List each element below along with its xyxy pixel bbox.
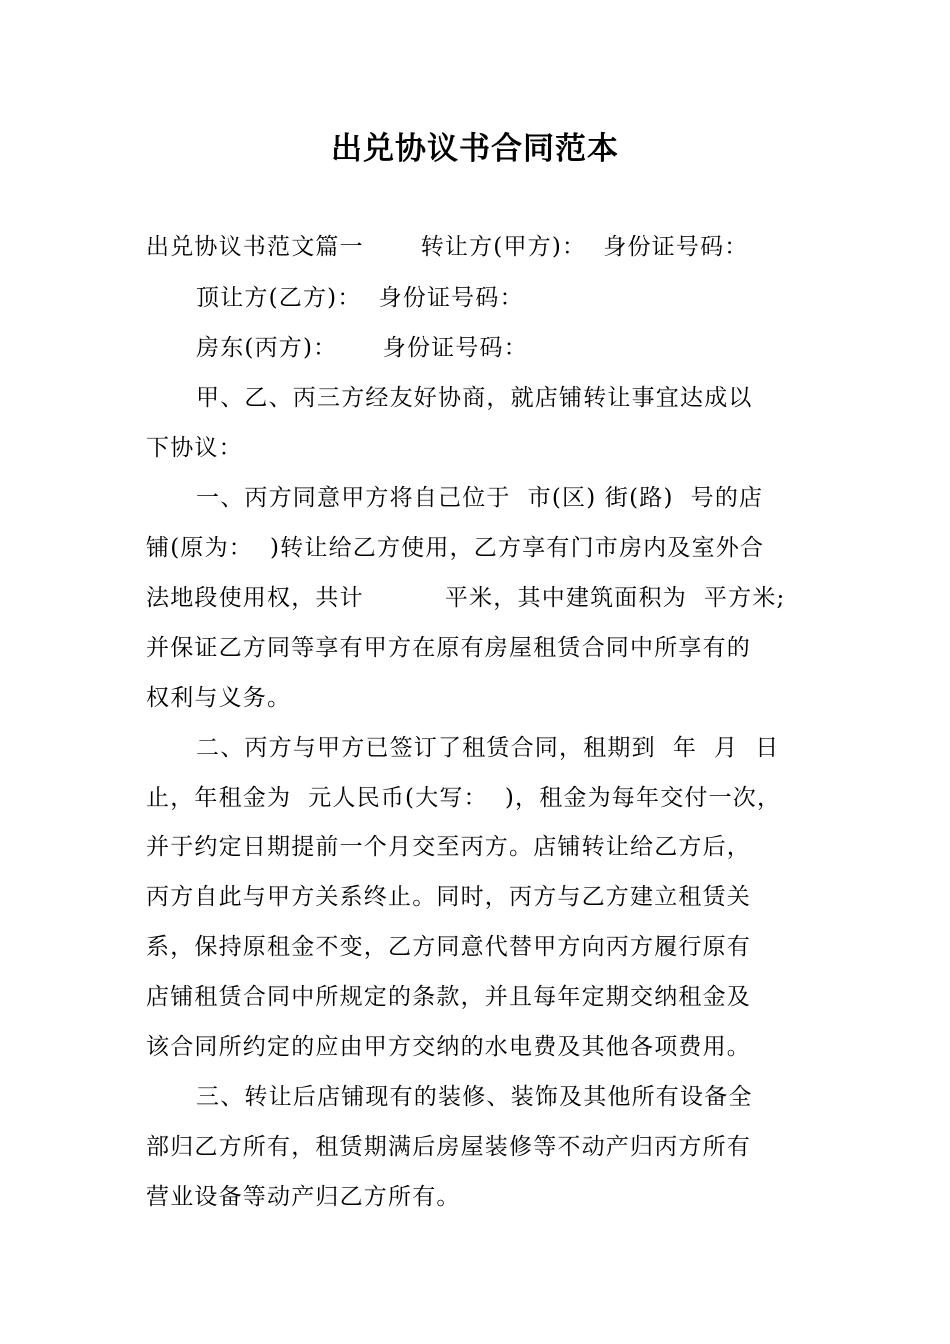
text-line-14: 丙方自此与甲方关系终止。同时，丙方与乙方建立租赁关 bbox=[146, 884, 751, 910]
text-line-9: 并保证乙方同等享有甲方在原有房屋租赁合同中所享有的 bbox=[146, 635, 751, 661]
text-line-19: 部归乙方所有，租赁期满后房屋装修等不动产归丙方所有 bbox=[146, 1134, 751, 1160]
text-line-18: 三、转让后店铺现有的装修、装饰及其他所有设备全 bbox=[196, 1084, 753, 1110]
text-line-3: 房东(丙方)： 身份证号码： bbox=[196, 335, 528, 361]
text-line-11: 二、丙方与甲方已签订了租赁合同，租期到 年 月 日 bbox=[196, 735, 780, 761]
text-line-15: 系，保持原租金不变，乙方同意代替甲方向丙方履行原有 bbox=[146, 934, 751, 960]
document-title: 出兑协议书合同范本 bbox=[331, 131, 619, 167]
text-line-16: 店铺租赁合同中所规定的条款，并且每年定期交纳租金及 bbox=[146, 984, 751, 1010]
text-line-10: 权利与义务。 bbox=[146, 685, 292, 711]
text-line-12: 止，年租金为 元人民币(大写： )，租金为每年交付一次， bbox=[146, 785, 782, 811]
text-line-4: 甲、乙、丙三方经友好协商，就店铺转让事宜达成以 bbox=[196, 385, 753, 411]
text-line-17: 该合同所约定的应由甲方交纳的水电费及其他各项费用。 bbox=[146, 1034, 751, 1060]
text-line-8: 法地段使用权，共计 平米，其中建筑面积为 平方米; bbox=[146, 585, 786, 611]
text-line-1: 出兑协议书范文篇一 转让方(甲方)： 身份证号码： bbox=[146, 234, 749, 260]
text-line-20: 营业设备等动产归乙方所有。 bbox=[146, 1184, 461, 1210]
text-line-2: 顶让方(乙方)： 身份证号码： bbox=[196, 285, 524, 311]
text-line-7: 铺(原为： )转让给乙方使用，乙方享有门市房内及室外合 bbox=[146, 535, 765, 561]
text-line-6: 一、丙方同意甲方将自己位于 市(区) 街(路) 号的店 bbox=[196, 485, 764, 511]
text-line-13: 并于约定日期提前一个月交至丙方。店铺转让给乙方后， bbox=[146, 834, 751, 860]
text-line-5: 下协议： bbox=[146, 435, 243, 461]
